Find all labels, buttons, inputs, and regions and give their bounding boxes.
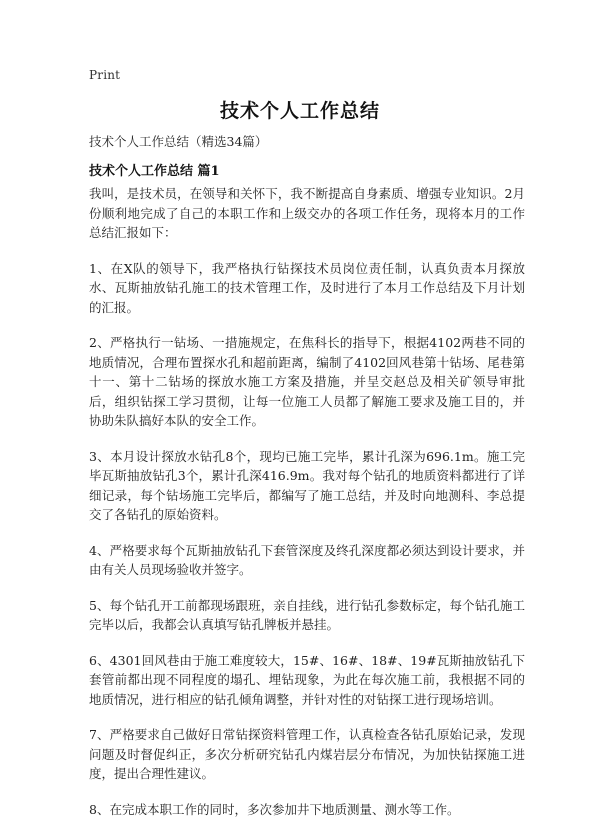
- page-title: 技术个人工作总结: [219, 100, 380, 122]
- paragraph-item-5: 5、每个钻孔开工前都现场跟班，亲自挂线，进行钻孔参数标定，每个钻孔施工完毕以后，我都会认真填写钻孔牌板并悬挂。: [89, 597, 525, 632]
- paragraph-item-3: 3、本月设计探放水钻孔8个，现均已施工完毕，累计孔深为696.1m。施工完毕瓦斯抽放钻孔3个，累计孔深416.9m。我对每个钻孔的地质资料都进行了详细记录，每个钻场施工完毕后，都编写了施工总结，并及时向地测科、李总提交了各钻孔的原始资料。: [89, 448, 525, 522]
- document-subtitle: 技术个人工作总结（精选34篇）: [89, 134, 268, 149]
- paragraph-item-1: 1、在X队的领导下，我严格执行钻探技术员岗位责任制，认真负责本月探放水、瓦斯抽放钻孔施工的技术管理工作，及时进行了本月工作总结及下月计划的汇报。: [89, 260, 525, 315]
- paragraph-item-6: 6、4301回风巷由于施工难度较大，15#、16#、18#、19#瓦斯抽放钻孔下套管前都出现不同程度的塌孔、埋钻现象，为此在每次施工前，我根据不同的地质情况，进行相应的钻孔倾角调整，并针对性的对钻探工进行现场培训。: [89, 652, 525, 707]
- paragraph-intro: 我叫，是技术员，在领导和关怀下，我不断提高自身素质、增强专业知识。2月份顺利地完成了自己的本职工作和上级交办的各项工作任务，现将本月的工作总结汇报如下：: [89, 186, 525, 240]
- paragraph-item-2: 2、严格执行一钻场、一措施规定，在焦科长的指导下，根据4102两巷不同的地质情况，合理布置探水孔和超前距离，编制了4102回风巷第十钻场、尾巷第十一、第十二钻场的探放水施工方案及措施，并呈交赵总及相关矿领导审批后，组织钻探工学习贯彻，让每一位施工人员都了解施工要求及施工目的，并协助朱队搞好本队的安全工作。: [89, 335, 525, 428]
- print-link[interactable]: Print: [89, 68, 121, 82]
- paragraph-item-4: 4、严格要求每个瓦斯抽放钻孔下套管深度及终孔深度都必须达到设计要求，并由有关人员现场验收并签字。: [89, 542, 525, 577]
- paragraph-item-8: 8、在完成本职工作的同时，多次参加井下地质测量、测水等工作。: [89, 801, 460, 817]
- document-body: [89, 184, 525, 835]
- paragraph-item-7: 7、严格要求自己做好日常钻探资料管理工作，认真检查各钻孔原始记录，发现问题及时督促纠正，多次分析研究钻孔内煤岩层分布情况，为加快钻探施工进度，提出合理性建议。: [89, 727, 525, 781]
- section-heading: 技术个人工作总结 篇1: [89, 164, 220, 179]
